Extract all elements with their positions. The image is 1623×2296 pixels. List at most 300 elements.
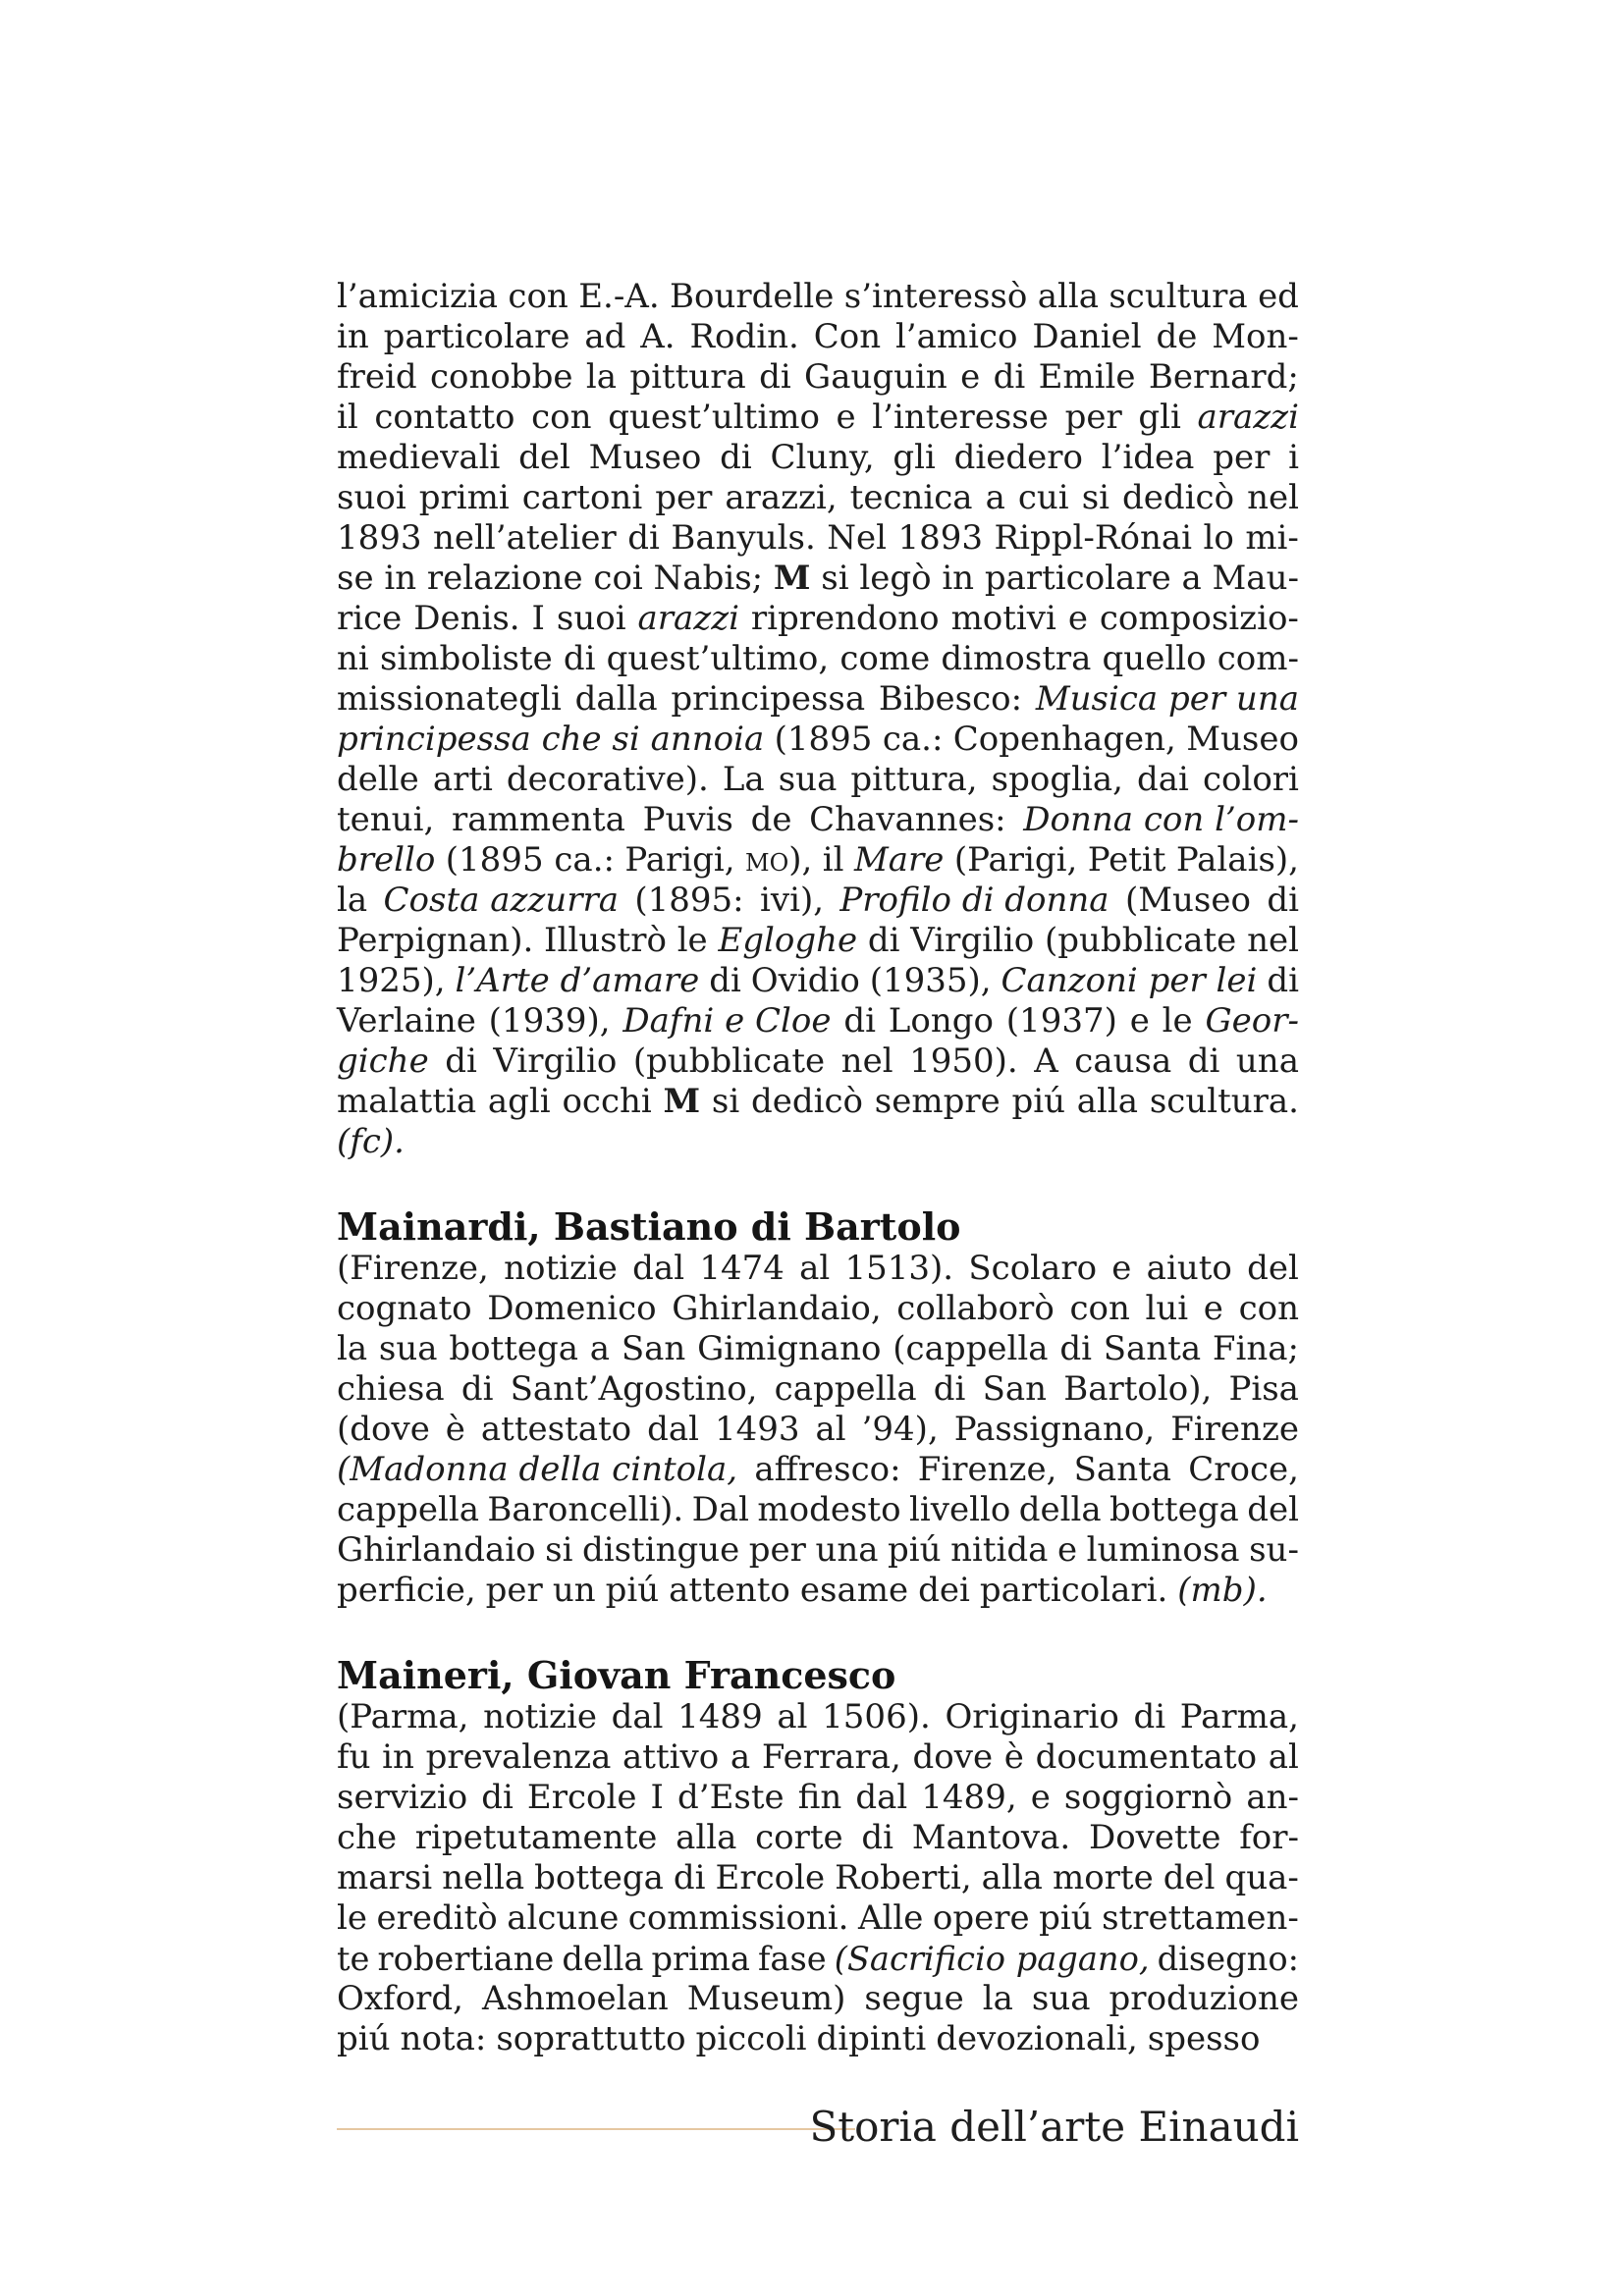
text-line bbox=[337, 1289, 1299, 1329]
word: alla bbox=[1076, 1082, 1139, 1121]
word: cognato bbox=[337, 1289, 472, 1328]
word: se bbox=[337, 559, 374, 598]
word: Ashmoelan bbox=[481, 1979, 669, 2018]
word: di bbox=[460, 1369, 494, 1409]
word: aiuto bbox=[1146, 1249, 1232, 1288]
word: corte bbox=[755, 1818, 843, 1857]
word: piú bbox=[337, 2019, 391, 2058]
word: marsi bbox=[337, 1858, 433, 1897]
word: soggiornò bbox=[1063, 1778, 1233, 1817]
word: 1489, bbox=[921, 1778, 1017, 1817]
word: suoi bbox=[556, 599, 626, 638]
entry-body-mainardi bbox=[337, 1249, 1299, 1611]
word: Oxford, bbox=[337, 1979, 463, 2018]
word: dedicò bbox=[750, 1082, 864, 1121]
word: diedero bbox=[953, 438, 1083, 477]
word: qua- bbox=[1224, 1858, 1299, 1897]
word: Domenico bbox=[487, 1289, 657, 1328]
word: freid bbox=[337, 357, 417, 397]
word: (Parma, bbox=[337, 1697, 469, 1736]
word: principessa bbox=[671, 679, 866, 719]
text-line bbox=[337, 478, 1299, 518]
text-line bbox=[337, 1737, 1299, 1778]
word: M bbox=[663, 1082, 701, 1121]
word: Ferrara, bbox=[761, 1737, 901, 1777]
word: Mon- bbox=[1212, 317, 1299, 356]
word: missionategli bbox=[337, 679, 562, 719]
word: for- bbox=[1239, 1818, 1299, 1857]
word: Petit bbox=[1087, 840, 1166, 880]
word: Pisa bbox=[1228, 1369, 1299, 1409]
word: arazzi bbox=[1197, 398, 1299, 437]
word: di bbox=[445, 1041, 477, 1081]
word: l’amico bbox=[894, 317, 1018, 356]
word: piú bbox=[1039, 1898, 1093, 1938]
word: Museum) bbox=[686, 1979, 846, 2018]
text-line bbox=[337, 1858, 1299, 1898]
word: a bbox=[1181, 559, 1202, 598]
word: si bbox=[1081, 478, 1110, 517]
word: ni bbox=[337, 639, 369, 678]
entry-heading-maineri: Maineri, Giovan Francesco bbox=[337, 1653, 896, 1697]
word: an- bbox=[1246, 1778, 1299, 1817]
word: dimostra bbox=[941, 639, 1092, 678]
word: Firenze, bbox=[917, 1450, 1057, 1489]
text-line bbox=[337, 1041, 1299, 1082]
text-line bbox=[337, 1329, 1299, 1369]
word: alcune bbox=[507, 1898, 620, 1938]
word: bottega bbox=[449, 1329, 579, 1368]
word: i bbox=[1288, 438, 1299, 477]
word: affresco: bbox=[754, 1450, 901, 1489]
word: dai bbox=[1136, 760, 1189, 799]
text-line bbox=[337, 518, 1299, 559]
word: produzione bbox=[1109, 1979, 1299, 2018]
word: notizie bbox=[504, 1249, 618, 1288]
word: ca.: bbox=[882, 720, 944, 759]
word: esame bbox=[799, 1571, 909, 1610]
word: pittura, bbox=[850, 760, 978, 799]
word: piú bbox=[1011, 1082, 1066, 1121]
word: coi bbox=[593, 559, 643, 598]
word: I bbox=[650, 1778, 664, 1817]
word: fu bbox=[337, 1737, 371, 1777]
word: che bbox=[337, 1818, 398, 1857]
word: con bbox=[508, 277, 568, 316]
word: dalla bbox=[574, 679, 658, 719]
text-line bbox=[337, 599, 1299, 639]
word: l’amicizia bbox=[337, 277, 499, 316]
word: con bbox=[531, 398, 592, 437]
word: 1506). bbox=[822, 1697, 931, 1736]
word: di bbox=[1267, 881, 1299, 920]
word: al bbox=[799, 1249, 831, 1288]
word: Roberti, bbox=[835, 1858, 972, 1897]
word: distingue bbox=[581, 1530, 740, 1570]
word: de bbox=[1156, 317, 1198, 356]
word: 1493 bbox=[714, 1410, 800, 1449]
word: Geor- bbox=[1205, 1001, 1299, 1041]
text-line bbox=[337, 438, 1299, 478]
word: sua bbox=[778, 760, 838, 799]
word: piú bbox=[888, 1530, 942, 1570]
word: nel bbox=[840, 1041, 893, 1081]
word: particolare bbox=[383, 317, 570, 356]
word: Fina; bbox=[1212, 1329, 1299, 1368]
word: a bbox=[730, 1737, 751, 1777]
word: di bbox=[720, 438, 752, 477]
word: di bbox=[933, 1369, 966, 1409]
word: fin bbox=[797, 1778, 842, 1817]
text-line bbox=[337, 720, 1299, 760]
word: Baroncelli). bbox=[487, 1490, 684, 1529]
word: fase bbox=[757, 1940, 827, 1978]
word: dal bbox=[855, 1778, 908, 1817]
text-line bbox=[337, 921, 1299, 961]
word: tenui, bbox=[337, 800, 435, 839]
word: chiesa bbox=[337, 1369, 445, 1409]
word: del bbox=[1163, 1858, 1216, 1897]
word: bottega bbox=[534, 1858, 664, 1897]
word: con bbox=[1238, 1289, 1299, 1328]
word: (1935), bbox=[869, 961, 992, 1000]
word: Mau- bbox=[1212, 559, 1299, 598]
word: Passignano, bbox=[953, 1410, 1156, 1449]
word: servizio bbox=[337, 1778, 468, 1817]
word: Emile bbox=[1038, 357, 1136, 397]
word: Ghirlandaio, bbox=[672, 1289, 882, 1328]
text-line bbox=[337, 760, 1299, 800]
word: una bbox=[815, 1530, 879, 1570]
word: la bbox=[337, 1329, 368, 1368]
word: San bbox=[982, 1369, 1048, 1409]
word: occhi bbox=[562, 1082, 652, 1121]
word: Alle bbox=[857, 1898, 924, 1938]
word: scultura. bbox=[1149, 1082, 1299, 1121]
word: Parma, bbox=[1179, 1697, 1299, 1736]
word: e bbox=[960, 357, 981, 397]
word: Ghirlandaio bbox=[337, 1530, 536, 1570]
word: notizie bbox=[483, 1697, 597, 1736]
text-line bbox=[337, 1898, 1299, 1939]
word: arazzi bbox=[637, 599, 739, 638]
word: giche bbox=[337, 1041, 429, 1081]
word: e bbox=[1056, 1530, 1078, 1570]
entry-heading-mainardi: Mainardi, Bastiano di Bartolo bbox=[337, 1204, 961, 1249]
word: Bibesco: bbox=[878, 679, 1023, 719]
word: cartoni bbox=[521, 478, 643, 517]
word: è bbox=[445, 1410, 465, 1449]
word: rammenta bbox=[451, 800, 625, 839]
text-line bbox=[337, 1369, 1299, 1410]
word: di bbox=[993, 357, 1026, 397]
word: un bbox=[552, 1571, 596, 1610]
word: di bbox=[673, 1858, 706, 1897]
word: (pubblicate bbox=[1045, 921, 1237, 960]
text-line bbox=[337, 881, 1299, 921]
word: Sant’Agostino, bbox=[510, 1369, 758, 1409]
word: Musica per una bbox=[1035, 679, 1299, 719]
word: spesso bbox=[1147, 2019, 1261, 2058]
word: 1893 bbox=[337, 518, 422, 558]
text-line bbox=[337, 1410, 1299, 1450]
word: la bbox=[585, 357, 617, 397]
word: della bbox=[1018, 1490, 1102, 1529]
word: s’interessò bbox=[843, 277, 1028, 316]
page-content bbox=[337, 277, 1299, 2059]
word: per bbox=[1064, 398, 1122, 437]
word: riprendono bbox=[750, 599, 940, 638]
text-line bbox=[337, 1450, 1299, 1490]
text-line bbox=[337, 1697, 1299, 1737]
word: (Parigi, bbox=[953, 840, 1078, 880]
word: alla bbox=[676, 1818, 737, 1857]
word: (Firenze, bbox=[337, 1249, 489, 1288]
word: una bbox=[1235, 1041, 1299, 1081]
word: per bbox=[655, 478, 713, 517]
word: devozionali, bbox=[936, 2019, 1138, 2058]
word: bottega bbox=[1109, 1490, 1239, 1529]
word: com- bbox=[1217, 639, 1299, 678]
word: Dafni e Cloe bbox=[622, 1001, 832, 1041]
word: I bbox=[531, 599, 545, 638]
word: per bbox=[748, 1530, 806, 1570]
word: Longo bbox=[888, 1001, 994, 1041]
word: di bbox=[1059, 1329, 1092, 1368]
word: Nabis; bbox=[653, 559, 764, 598]
word: Nel bbox=[827, 518, 888, 558]
word: (1895 ca.: bbox=[445, 840, 615, 880]
word: dal bbox=[647, 1410, 700, 1449]
word: dove bbox=[912, 1737, 994, 1777]
word: e bbox=[1067, 599, 1088, 638]
word: Profilo di donna bbox=[839, 881, 1109, 920]
word: per bbox=[485, 1571, 543, 1610]
word: commissioni. bbox=[627, 1898, 849, 1938]
word: segue bbox=[864, 1979, 964, 2018]
word: Cluny, bbox=[770, 438, 875, 477]
word: Dal bbox=[691, 1490, 749, 1529]
word: al bbox=[815, 1410, 846, 1449]
word: è bbox=[1003, 1737, 1024, 1777]
word: (cappella bbox=[893, 1329, 1049, 1368]
word: spoglia, bbox=[991, 760, 1123, 799]
word: brello bbox=[337, 840, 436, 880]
word: A. bbox=[640, 317, 676, 356]
word: piú bbox=[605, 1571, 660, 1610]
text-line bbox=[337, 800, 1299, 840]
word: arazzi, bbox=[725, 478, 838, 517]
text-line bbox=[337, 357, 1299, 398]
word: di bbox=[1267, 961, 1299, 1000]
word: (dove bbox=[337, 1410, 430, 1449]
entry-body-continuation bbox=[337, 277, 1299, 1162]
word: delle bbox=[337, 760, 419, 799]
word: 1950). bbox=[909, 1041, 1018, 1081]
word: Palais), bbox=[1175, 840, 1299, 880]
word: con bbox=[1069, 1289, 1130, 1328]
word: si bbox=[711, 1082, 740, 1121]
word: alla bbox=[981, 1858, 1043, 1897]
word: di bbox=[563, 639, 596, 678]
word: Santa bbox=[1103, 1329, 1202, 1368]
word: nel bbox=[1247, 921, 1299, 960]
word: l’idea bbox=[1101, 438, 1195, 477]
word: la bbox=[337, 881, 368, 920]
word: al bbox=[777, 1697, 808, 1736]
word: Chavannes: bbox=[809, 800, 1006, 839]
word: decorative). bbox=[506, 760, 709, 799]
word: Puvis bbox=[642, 800, 733, 839]
word: Santa bbox=[1073, 1450, 1172, 1489]
word: luminosa bbox=[1086, 1530, 1240, 1570]
text-line bbox=[337, 961, 1299, 1001]
footer-rule bbox=[337, 2128, 855, 2130]
word: cappella bbox=[774, 1369, 917, 1409]
word: documentato bbox=[1035, 1737, 1258, 1777]
word: particolari. bbox=[979, 1571, 1168, 1610]
word: dal bbox=[611, 1697, 664, 1736]
word: M bbox=[773, 559, 811, 598]
text-line bbox=[337, 1778, 1299, 1818]
word: 1474 bbox=[699, 1249, 784, 1288]
word: ed bbox=[1258, 277, 1299, 316]
word: Rippl-Rónai bbox=[994, 518, 1192, 558]
word: arti bbox=[432, 760, 493, 799]
word: di bbox=[861, 1818, 894, 1857]
word: dipinti bbox=[816, 2019, 927, 2058]
word: contatto bbox=[374, 398, 515, 437]
word: dal bbox=[632, 1249, 685, 1288]
word: 1893 bbox=[897, 518, 984, 558]
word: alla bbox=[1037, 277, 1099, 316]
word: modesto bbox=[757, 1490, 901, 1529]
word: su- bbox=[1249, 1530, 1299, 1570]
word: in bbox=[942, 559, 975, 598]
word: (mb). bbox=[1177, 1571, 1268, 1610]
word: Dovette bbox=[1088, 1818, 1221, 1857]
word: robertiane bbox=[377, 1940, 555, 1978]
word: scultura bbox=[1109, 277, 1248, 316]
word: 1513). bbox=[844, 1249, 954, 1288]
word: Daniel bbox=[1032, 317, 1142, 356]
word: si bbox=[545, 1530, 573, 1570]
word: ripetutamente bbox=[414, 1818, 658, 1857]
word: livello bbox=[909, 1490, 1011, 1529]
word: a bbox=[589, 1329, 611, 1368]
word: perficie, bbox=[337, 1571, 476, 1610]
word: Virgilio bbox=[493, 1041, 618, 1081]
word: particolare bbox=[984, 559, 1171, 598]
text-line bbox=[337, 1122, 1299, 1162]
word: prima bbox=[651, 1940, 750, 1978]
text-line bbox=[337, 639, 1299, 679]
word: di bbox=[1187, 1041, 1220, 1081]
word: di bbox=[759, 357, 791, 397]
word: di bbox=[481, 1778, 514, 1817]
word: d’Este bbox=[677, 1778, 784, 1817]
word: nel bbox=[1247, 478, 1299, 517]
word: ivi), bbox=[759, 881, 825, 920]
word: del bbox=[1247, 1249, 1299, 1288]
word: nota: bbox=[400, 2019, 487, 2058]
word: Verlaine bbox=[337, 1001, 476, 1041]
text-line bbox=[337, 559, 1299, 599]
text-line bbox=[337, 679, 1299, 720]
word: Canzoni per lei bbox=[1001, 961, 1258, 1000]
page-footer bbox=[337, 2099, 1299, 2158]
word: si bbox=[821, 559, 849, 598]
word: (1939), bbox=[488, 1001, 611, 1041]
word: le bbox=[337, 1898, 367, 1938]
word: Banyuls. bbox=[671, 518, 816, 558]
word: gli bbox=[1138, 398, 1181, 437]
word: Ercole bbox=[715, 1858, 826, 1897]
text-line bbox=[337, 1082, 1299, 1122]
word: quest’ultimo, bbox=[606, 639, 830, 678]
word: piccoli bbox=[695, 2019, 807, 2058]
word: il bbox=[337, 398, 358, 437]
word: Donna con l’om- bbox=[1023, 800, 1299, 839]
text-line bbox=[337, 277, 1299, 317]
word: 1925), bbox=[337, 961, 446, 1000]
word: Virgilio bbox=[910, 921, 1035, 960]
text-line bbox=[337, 1979, 1299, 2019]
word: le bbox=[676, 921, 708, 960]
word: e bbox=[1030, 1778, 1051, 1817]
word: conobbe bbox=[429, 357, 573, 397]
text-line bbox=[337, 398, 1299, 438]
word: composizio- bbox=[1099, 599, 1299, 638]
word: nell’atelier bbox=[433, 518, 617, 558]
word: quello bbox=[1102, 639, 1207, 678]
word: mi- bbox=[1245, 518, 1299, 558]
word: (Museo bbox=[1124, 881, 1251, 920]
entry-body-maineri bbox=[337, 1697, 1299, 2059]
word: nitida bbox=[950, 1530, 1049, 1570]
word: E.-A. bbox=[578, 277, 660, 316]
word: Mare bbox=[853, 840, 945, 880]
text-line bbox=[337, 1249, 1299, 1289]
word: Rodin. bbox=[689, 317, 799, 356]
word: collaborò bbox=[896, 1289, 1055, 1328]
word: di bbox=[867, 921, 900, 960]
word: A bbox=[1034, 1041, 1058, 1081]
word: Costa azzurra bbox=[383, 881, 619, 920]
word: Mantova. bbox=[911, 1818, 1071, 1857]
word: Ercole bbox=[526, 1778, 637, 1817]
text-line bbox=[337, 1490, 1299, 1530]
word: le bbox=[1162, 1001, 1193, 1041]
word: rice bbox=[337, 599, 403, 638]
word: Con bbox=[813, 317, 882, 356]
word: Gimignano bbox=[697, 1329, 882, 1368]
word: La bbox=[722, 760, 765, 799]
word: in bbox=[384, 559, 417, 598]
word: legò bbox=[859, 559, 932, 598]
word: ’94), bbox=[861, 1410, 939, 1449]
word: tecnica bbox=[849, 478, 973, 517]
word: sempre bbox=[874, 1082, 1001, 1121]
word: e bbox=[836, 398, 856, 437]
word: al bbox=[1268, 1737, 1299, 1777]
word: gli bbox=[893, 438, 936, 477]
word: Bartolo), bbox=[1063, 1369, 1213, 1409]
word: Perpignan). bbox=[337, 921, 534, 960]
text-line bbox=[337, 840, 1299, 881]
word: come bbox=[839, 639, 931, 678]
word: soprattutto bbox=[496, 2019, 686, 2058]
